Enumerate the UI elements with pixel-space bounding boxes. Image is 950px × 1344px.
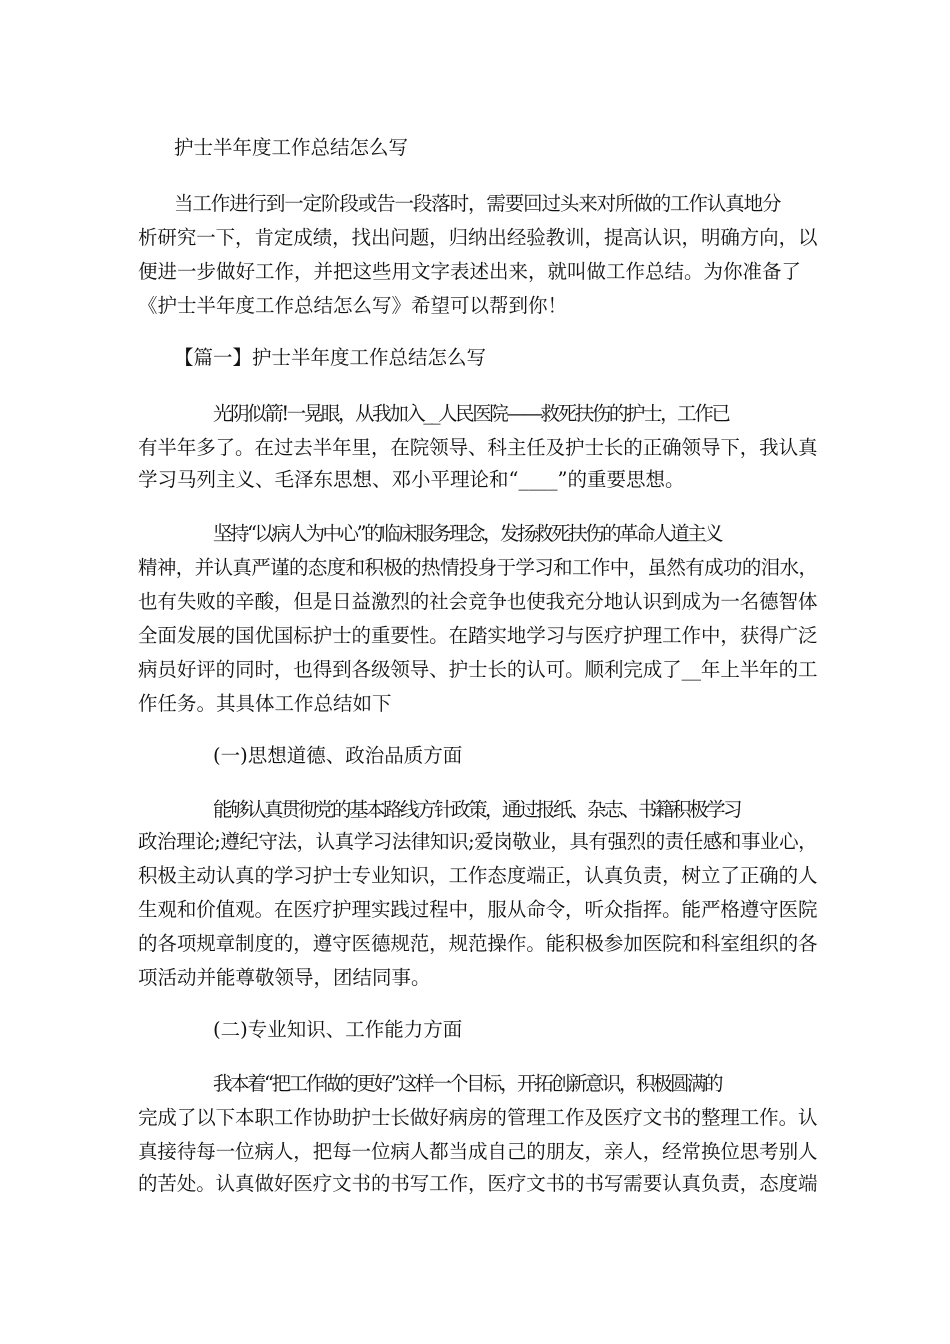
intro-line: 析研究一下，肯定成绩，找出问题，归纳出经验教训，提高认识，明确方向，以 [138,226,818,249]
paragraph-line: 完成了以下本职工作协助护士长做好病房的管理工作及医疗文书的整理工作。认 [138,1106,818,1129]
paragraph-line: 坚持“以病人为中心”的临床服务理念，发扬救死扶伤的革命人道主义 [213,522,721,545]
paragraph-line: 也有失败的辛酸，但是日益激烈的社会竞争也使我充分地认识到成为一名德智体 [138,590,818,613]
intro-line: 便进一步做好工作，并把这些用文字表述出来，就叫做工作总结。为你准备了 [138,260,802,283]
paragraph-line: 作任务。其具体工作总结如下 [138,692,392,715]
paragraph-line: 学习马列主义、毛泽东思想、邓小平理论和“____”的重要思想。 [138,468,685,491]
paragraph-line: 真接待每一位病人，把每一位病人都当成自己的朋友，亲人，经常换位思考别人 [138,1140,818,1163]
paragraph-line: 政治理论;遵纪守法，认真学习法律知识;爱岗敬业，具有强烈的责任感和事业心， [138,830,818,853]
paragraph-line: 生观和价值观。在医疗护理实践过程中，服从命令，听众指挥。能严格遵守医院 [138,898,818,921]
paragraph-line: 积极主动认真的学习护士专业知识，工作态度端正，认真负责，树立了正确的人 [138,864,818,887]
paragraph-line: 我本着“把工作做的更好”这样一个目标，开拓创新意识，积极圆满的 [213,1072,721,1095]
paragraph-line: 的各项规章制度的，遵守医德规范，规范操作。能积极参加医院和科室组织的各 [138,932,818,955]
subheading-1: (一)思想道德、政治品质方面 [213,744,463,767]
document-title: 护士半年度工作总结怎么写 [174,136,409,159]
paragraph-line: 有半年多了。在过去半年里，在院领导、科主任及护士长的正确领导下，我认真 [138,436,818,459]
intro-line: 当工作进行到一定阶段或告一段落时，需要回过头来对所做的工作认真地分 [174,192,781,215]
intro-line: 《护士半年度工作总结怎么写》希望可以帮到你！ [138,294,568,317]
paragraph-line: 的苦处。认真做好医疗文书的书写工作，医疗文书的书写需要认真负责，态度端 [138,1172,818,1195]
section-heading: 【篇一】护士半年度工作总结怎么写 [174,346,487,369]
subheading-2: (二)专业知识、工作能力方面 [213,1018,463,1041]
paragraph-line: 精神，并认真严谨的态度和积极的热情投身于学习和工作中，虽然有成功的泪水， [138,556,818,579]
paragraph-line: 病员好评的同时，也得到各级领导、护士长的认可。顺利完成了__年上半年的工 [138,658,818,681]
paragraph-line: 能够认真贯彻党的基本路线方针政策，通过报纸、杂志、书籍积极学习 [213,798,741,821]
paragraph-line: 全面发展的国优国标护士的重要性。在踏实地学习与医疗护理工作中，获得广泛 [138,624,818,647]
paragraph-line: 光阴似箭!一晃眼，从我加入__人民医院——救死扶伤的护士，工作已 [213,402,729,425]
paragraph-line: 项活动并能尊敬领导，团结同事。 [138,966,431,989]
